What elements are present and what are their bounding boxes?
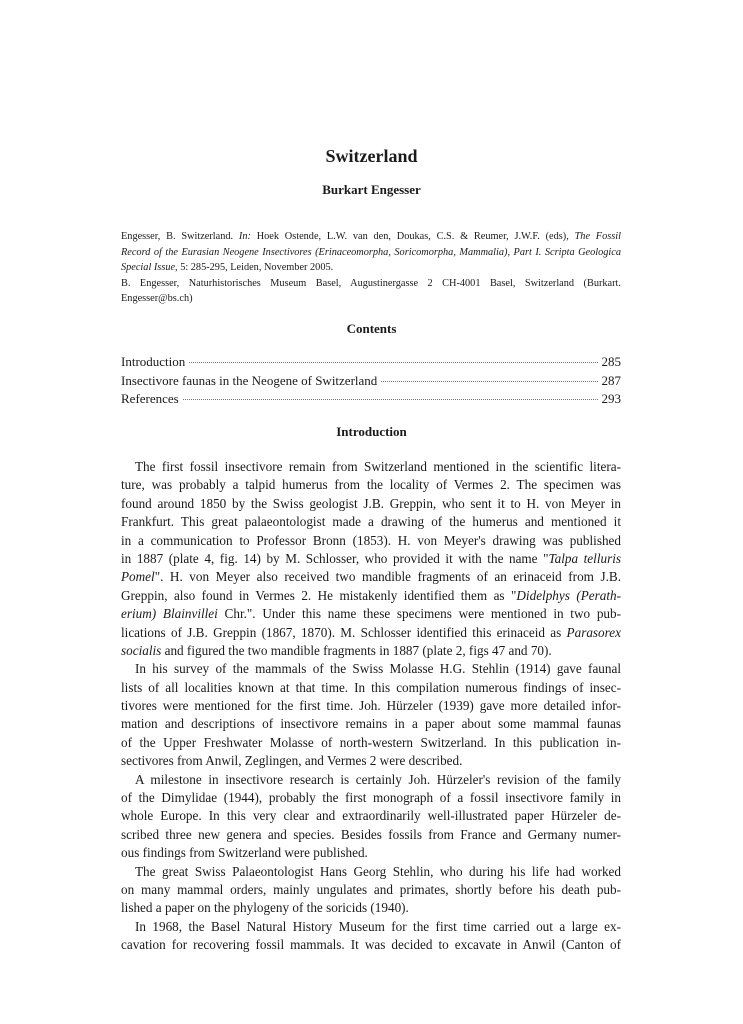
- toc-entry-page: 285: [601, 354, 621, 369]
- body-line: Frankfurt. This great palaeontologist made a drawing of the humerus and mentioned it: [121, 514, 621, 530]
- body-line: The great Swiss Palaeontologist Hans Georg Stehlin, who during his life had worked: [135, 863, 621, 879]
- body-line: lications of J.B. Greppin (1867, 1870). M. Schlosser identified this erinaceid as Parasorex: [121, 624, 621, 640]
- body-line: cavation for recovering fossil mammals. It was decided to excavate in Anwil (Canton of: [121, 937, 621, 953]
- body-line: lists of all localities known at that time. In this compilation numerous findings of insec-: [121, 679, 621, 695]
- body-line: in a communication to Professor Bronn (1853). H. von Meyer's drawing was published: [121, 532, 621, 548]
- paper-title: Switzerland: [325, 146, 418, 166]
- body-line: sectivores from Anwil, Zeglingen, and Vermes 2 were described.: [121, 753, 463, 769]
- body-line: mation and descriptions of insectivore remains in a paper about some mammal faunas: [121, 716, 621, 732]
- body-line: A milestone in insectivore research is certainly Joh. Hürzeler's revision of the family: [135, 771, 621, 787]
- toc-entry-page: 293: [601, 391, 621, 406]
- toc-leader-dots: [183, 399, 598, 400]
- toc-leader-dots: [381, 381, 597, 382]
- toc-entry[interactable]: [121, 391, 621, 410]
- body-line: of the Upper Freshwater Molasse of north-western Switzerland. In this publication in-: [121, 734, 621, 750]
- citation-line: Engesser, B. Switzerland. In: Hoek Ostende, L.W. van den, Doukas, C.S. & Reumer, J.W.F. (eds), The Fossil: [121, 231, 621, 242]
- body-line: on many mammal orders, mainly ungulates and primates, shortly before his death pub-: [121, 881, 621, 897]
- citation-block: [121, 229, 621, 307]
- body-line: ous findings from Switzerland were published.: [121, 845, 368, 861]
- body-line: whole Europe. In this very clear and extraordinarily well-illustrated paper Hürzeler de-: [121, 808, 621, 824]
- toc-entry[interactable]: [121, 373, 621, 392]
- author-name: Burkart Engesser: [322, 182, 421, 197]
- toc-entry-label: Introduction: [121, 354, 186, 369]
- introduction-body: [121, 458, 621, 955]
- contents-heading: Contents: [346, 321, 397, 336]
- affiliation-line: Engesser@bs.ch): [121, 293, 193, 304]
- toc-entry-page: 287: [601, 372, 621, 388]
- affiliation-line: B. Engesser, Naturhistorisches Museum Basel, Augustinergasse 2 CH-4001 Basel, Switzerland (Burkart.: [121, 277, 621, 289]
- table-of-contents: [121, 354, 621, 410]
- body-line: socialis and figured the two mandible fragments in 1887 (plate 2, figs 47 and 70).: [121, 642, 552, 658]
- citation-line: Special Issue, 5: 285-295, Leiden, November 2005.: [121, 262, 334, 273]
- toc-entry-label: References: [121, 391, 179, 406]
- toc-leader-dots: [189, 362, 597, 363]
- body-line: In 1968, the Basel Natural History Museum for the first time carried out a large ex-: [135, 918, 621, 934]
- body-line: found around 1850 by the Swiss geologist J.B. Greppin, who sent it to H. von Meyer in: [121, 495, 621, 511]
- body-line: Greppin, also found in Vermes 2. He mistakenly identified them as "Didelphys (Perath-: [121, 587, 621, 603]
- body-line: in 1887 (plate 4, fig. 14) by M. Schlosser, who provided it with the name "Talpa telluris: [121, 550, 621, 566]
- toc-entry[interactable]: [121, 354, 621, 373]
- toc-entry-label: Insectivore faunas in the Neogene of Switzerland: [121, 372, 378, 388]
- body-line: of the Dimylidae (1944), probably the first monograph of a fossil insectivore family in: [121, 790, 621, 806]
- citation-line: Record of the Eurasian Neogene Insectivores (Erinaceomorpha, Soricomorpha, Mammalia), Part I. Scripta Geologica: [121, 246, 621, 258]
- introduction-heading: Introduction: [336, 424, 407, 439]
- body-line: tivores were mentioned for the first time. Joh. Hürzeler (1939) gave more detailed infor-: [121, 698, 621, 714]
- body-line: The first fossil insectivore remain from Switzerland mentioned in the scientific litera-: [135, 459, 621, 474]
- body-line: scribed three new genera and species. Besides fossils from France and Germany numer-: [121, 826, 621, 842]
- body-line: erium) Blainvillei Chr.". Under this name these specimens were mentioned in two pub-: [121, 606, 621, 622]
- body-line: ture, was probably a talpid humerus from the locality of Vermes 2. The specimen was: [121, 477, 621, 493]
- body-line: Pomel". H. von Meyer also received two mandible fragments of an erinaceid from J.B.: [121, 569, 621, 585]
- body-line: lished a paper on the phylogeny of the soricids (1940).: [121, 900, 409, 916]
- body-line: In his survey of the mammals of the Swiss Molasse H.G. Stehlin (1914) gave faunal: [135, 661, 621, 677]
